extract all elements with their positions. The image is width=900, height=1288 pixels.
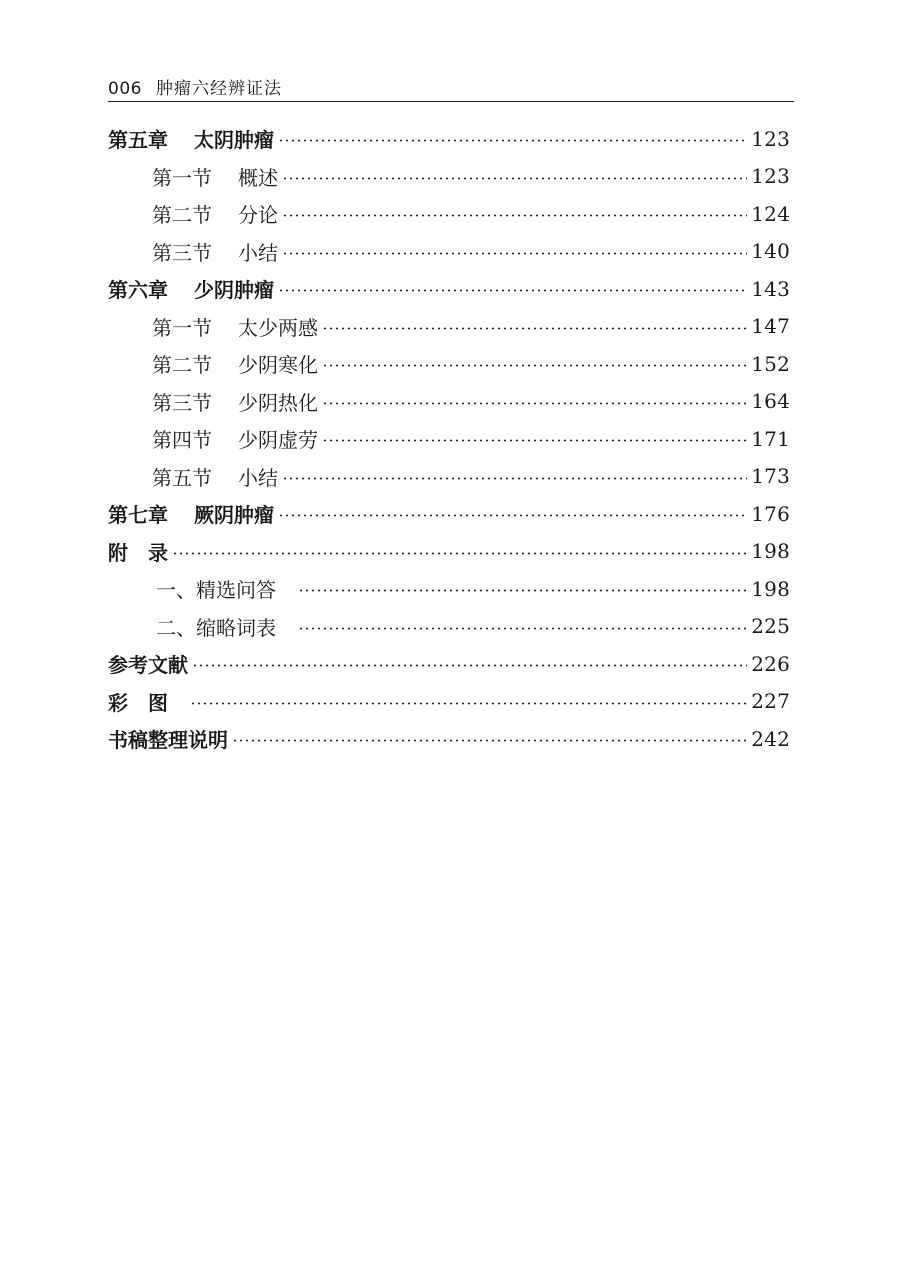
toc-entry-number: 第三节 [152,390,212,415]
header-book-title: 肿瘤六经辨证法 [155,79,282,99]
toc-entry-label [152,462,278,491]
header-page-number: 006 [108,79,142,99]
dot-leader [282,214,747,217]
toc-entry-number: 第六章 [108,278,168,303]
toc-entry-label [108,124,274,153]
toc-entry-label [152,312,318,341]
toc-entry-label [108,537,168,566]
toc-entry-appendix-item[interactable] [108,608,790,646]
dot-leader [282,252,747,255]
toc-entry-number: 第二节 [152,353,212,378]
toc-entry-title: 一、精选问答 [156,578,276,603]
running-header [108,76,794,102]
toc-entry-title: 少阴寒化 [238,353,318,378]
toc-entry-page: 242 [751,726,790,751]
toc-entry-number: 第四节 [152,428,212,453]
toc-entry-section[interactable] [108,308,790,346]
toc-entry-label [108,274,274,303]
toc-entry-section[interactable] [108,158,790,196]
dot-leader [322,439,747,442]
toc-entry-title: 分论 [238,203,278,228]
toc-entry-page: 198 [751,539,790,564]
toc-entry-page: 143 [751,276,790,301]
toc-entry-label [108,499,274,528]
dot-leader [282,177,747,180]
toc-entry-label [152,387,318,416]
toc-entry-title: 少阴肿瘤 [194,278,274,303]
toc-entry-page: 124 [751,201,790,226]
dot-leader [322,327,747,330]
toc-entry-label [108,687,168,716]
toc-entry-number: 第一节 [152,165,212,190]
toc-entry-title: 少阴虚劳 [238,428,318,453]
toc-entry-page: 176 [751,501,790,526]
toc-entry-chapter[interactable] [108,645,790,683]
toc-entry-title: 太少两感 [238,315,318,340]
toc-entry-label [156,574,276,603]
toc-entry-title: 少阴热化 [238,390,318,415]
toc-entry-page: 198 [751,576,790,601]
toc-entry-page: 171 [751,426,790,451]
toc-entry-page: 123 [751,164,790,189]
table-of-contents [108,120,790,758]
dot-leader [172,552,747,555]
dot-leader [322,402,747,405]
dot-leader [298,627,747,630]
toc-entry-title: 小结 [238,465,278,490]
toc-entry-page: 173 [751,464,790,489]
dot-leader [278,139,747,142]
toc-entry-section[interactable] [108,233,790,271]
toc-entry-title: 厥阴肿瘤 [194,503,274,528]
toc-entry-section[interactable] [108,345,790,383]
toc-entry-page: 152 [751,351,790,376]
toc-entry-label [152,162,278,191]
toc-entry-label [108,649,188,678]
toc-entry-page: 225 [751,614,790,639]
toc-entry-chapter[interactable] [108,533,790,571]
toc-entry-page: 140 [751,239,790,264]
toc-entry-title: 附 录 [108,540,168,565]
toc-entry-label [152,349,318,378]
toc-entry-chapter[interactable] [108,495,790,533]
toc-entry-page: 164 [751,389,790,414]
toc-entry-chapter[interactable] [108,270,790,308]
toc-entry-section[interactable] [108,195,790,233]
dot-leader [232,739,747,742]
toc-entry-chapter[interactable] [108,720,790,758]
toc-entry-title: 参考文献 [108,653,188,678]
toc-entry-chapter[interactable] [108,683,790,721]
toc-entry-title: 概述 [238,165,278,190]
toc-entry-label [152,199,278,228]
toc-entry-chapter[interactable] [108,120,790,158]
dot-leader [192,664,747,667]
toc-entry-title: 彩 图 [108,690,168,715]
dot-leader [190,702,747,705]
toc-entry-page: 123 [751,126,790,151]
dot-leader [298,589,747,592]
toc-entry-title: 二、缩略词表 [156,615,276,640]
toc-entry-title: 太阴肿瘤 [194,128,274,153]
toc-entry-appendix-item[interactable] [108,570,790,608]
toc-entry-title: 书稿整理说明 [108,728,228,753]
toc-entry-label [152,424,318,453]
toc-entry-section[interactable] [108,458,790,496]
toc-entry-page: 227 [751,689,790,714]
dot-leader [282,477,747,480]
dot-leader [278,289,747,292]
toc-entry-number: 第一节 [152,315,212,340]
dot-leader [322,364,747,367]
toc-entry-label [156,612,276,641]
toc-entry-section[interactable] [108,383,790,421]
toc-entry-number: 第二节 [152,203,212,228]
toc-entry-page: 226 [751,651,790,676]
toc-entry-page: 147 [751,314,790,339]
toc-entry-number: 第三节 [152,240,212,265]
toc-entry-title: 小结 [238,240,278,265]
toc-entry-number: 第七章 [108,503,168,528]
toc-entry-number: 第五节 [152,465,212,490]
toc-entry-number: 第五章 [108,128,168,153]
toc-entry-section[interactable] [108,420,790,458]
dot-leader [278,514,747,517]
toc-entry-label [108,724,228,753]
toc-entry-label [152,237,278,266]
